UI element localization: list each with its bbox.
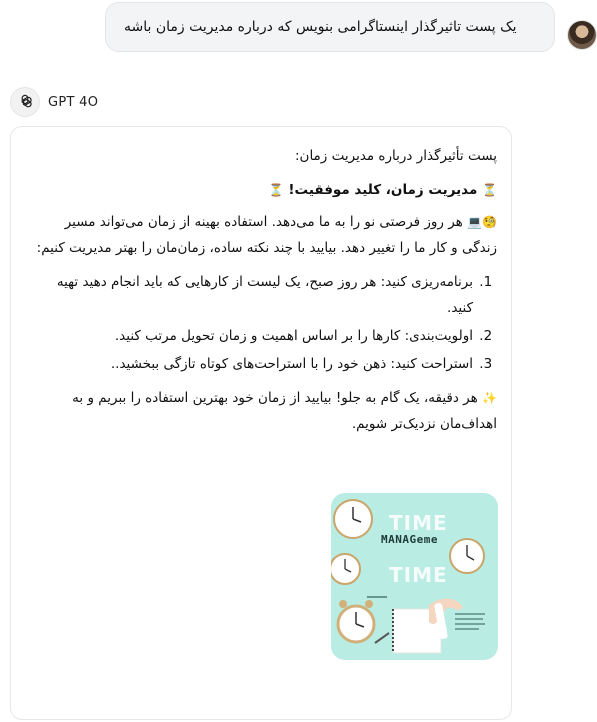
model-name: GPT 4O: [48, 94, 99, 110]
answer-heading-text: مدیریت زمان، کلید موفقیت!: [288, 182, 478, 198]
list-item: 3. استراحت کنید: ذهن خود را با استراحت‌های کوتاه تازگی ببخشید..: [27, 351, 475, 377]
clock-icon: [331, 554, 360, 584]
assistant-answer-card: [10, 126, 512, 720]
clock-icon: [450, 539, 484, 573]
user-message-text: یک پست تاثیرگذار اینستاگرامی بنویس که درباره مدیریت زمان باشه: [124, 19, 517, 35]
list-item: 2. اولویت‌بندی: کارها را بر اساس اهمیت و زمان تحویل مرتب کنید.: [27, 323, 475, 349]
user-avatar[interactable]: [567, 20, 597, 50]
openai-icon: [10, 87, 40, 117]
hourglass-icon: ⏳: [482, 183, 497, 197]
model-label: [10, 87, 98, 117]
answer-paragraph-2-text: هر دقیقه، یک گام به جلو! بیایید از زمان خود بهترین استفاده را ببریم و به اهداف‌مان نزدیک‌تر شویم.: [72, 390, 497, 432]
image-title: MANAGeme: [381, 533, 438, 546]
list-item: 1. برنامه‌ریزی کنید: هر روز صبح، یک لیست از کارهایی که باید انجام دهید تهیه کنید.: [27, 269, 475, 321]
assistant-answer-text: [11, 127, 511, 437]
tips-list: [27, 269, 497, 377]
image-ghost-text: TIME: [389, 511, 448, 535]
answer-paragraph-1: [27, 209, 497, 261]
answer-heading: [27, 177, 497, 203]
answer-paragraph-2: [27, 385, 497, 437]
clock-icon: [334, 500, 372, 538]
alarm-clock-icon: [338, 600, 374, 642]
hourglass-icon: ⏳: [268, 183, 284, 197]
time-management-image[interactable]: [331, 493, 498, 660]
image-ghost-text: TIME: [389, 563, 448, 587]
answer-paragraph-1-text: هر روز فرصتی نو را به ما می‌دهد. استفاده بهینه از زمان می‌تواند مسیر زندگی و کار ما را تغییر دهد. بیایید با چند نکته ساده، زمان‌مان را بهتر مدیریت کنیم:: [36, 214, 497, 256]
sparkles-icon: ✨: [482, 391, 497, 405]
answer-intro: پست تأثیرگذار درباره مدیریت زمان:: [294, 148, 497, 164]
pencil-icon: [375, 633, 389, 643]
laptop-face-icon: 🧐💻: [467, 215, 497, 229]
user-message-bubble: [105, 2, 555, 52]
